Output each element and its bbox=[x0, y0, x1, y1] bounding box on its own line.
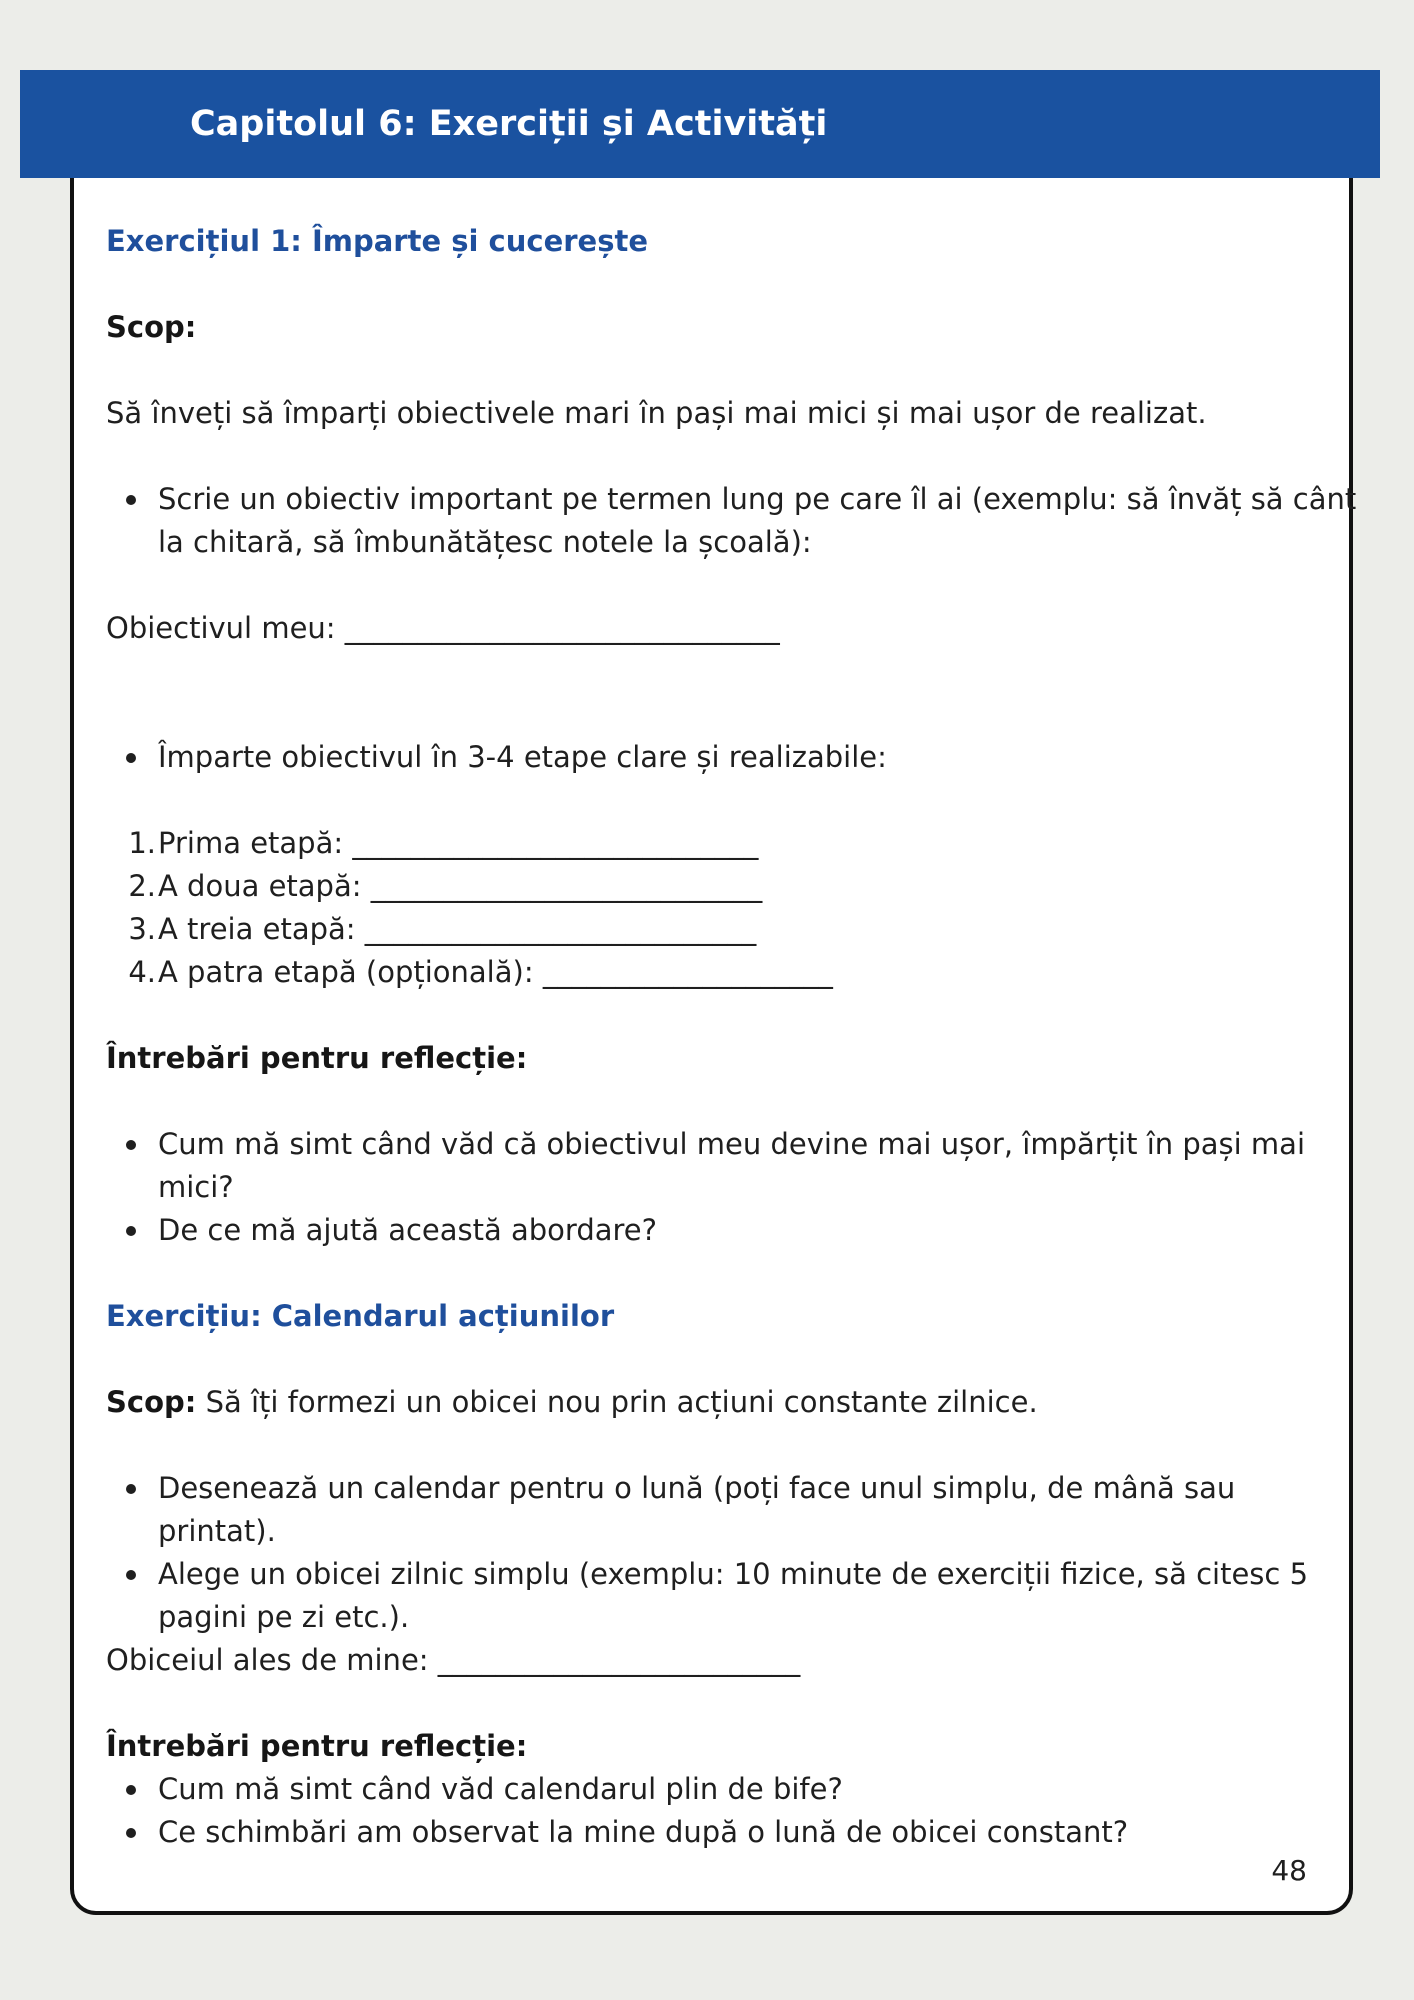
step-text: A treia etapă: ___________________________ bbox=[158, 912, 757, 946]
list-item-text: De ce mă ajută această abordare? bbox=[158, 1213, 658, 1247]
exercise2-scope bbox=[106, 1381, 1326, 1424]
exercise1-reflection-list bbox=[106, 1123, 1326, 1252]
exercise1-scope-text: Să înveți să împarți obiectivele mari în pași mai mici și mai ușor de realizat. bbox=[106, 396, 1207, 430]
list-item-text: Ce schimbări am observat la mine după o lună de obicei constant? bbox=[158, 1815, 1129, 1849]
exercise1-bullet-list-1 bbox=[106, 478, 1357, 564]
step-text: Prima etapă: ____________________________ bbox=[158, 826, 759, 860]
step-number: 1. bbox=[128, 826, 156, 860]
list-item-text: Cum mă simt când văd calendarul plin de bife? bbox=[158, 1772, 843, 1806]
list-item-text: Desenează un calendar pentru o lună (poți face unul simplu, de mână sau printat). bbox=[158, 1471, 1236, 1548]
exercise2-bullet-list bbox=[106, 1467, 1326, 1639]
bullet-icon bbox=[126, 1785, 136, 1795]
exercise1-title: Exercițiul 1: Împarte și cucerește bbox=[106, 224, 648, 258]
bullet-icon bbox=[126, 1226, 136, 1236]
exercise1-reflection-title: Întrebări pentru reflecție: bbox=[106, 1041, 528, 1075]
step-number: 4. bbox=[128, 955, 156, 989]
exercise1-bullet-list-2 bbox=[106, 736, 1326, 779]
list-item bbox=[106, 736, 1326, 779]
step-text: A patra etapă (opțională): ____________________ bbox=[158, 955, 833, 989]
list-item bbox=[106, 1768, 1326, 1811]
exercise2-title: Exercițiu: Calendarul acțiunilor bbox=[106, 1299, 615, 1333]
list-item bbox=[106, 1811, 1326, 1854]
chapter-header bbox=[20, 70, 1380, 178]
page-content bbox=[106, 220, 1357, 1854]
list-item bbox=[106, 1209, 1326, 1252]
exercise2-reflection-list bbox=[106, 1768, 1326, 1854]
steps-list bbox=[106, 822, 1326, 994]
list-item-text: Alege un obicei zilnic simplu (exemplu: 10 minute de exerciții fizice, să citesc 5 pagini pe zi etc.). bbox=[158, 1557, 1309, 1634]
step-item[interactable] bbox=[106, 822, 1326, 865]
habit-field[interactable]: Obiceiul ales de mine: _________________________ bbox=[106, 1643, 801, 1677]
objective-field[interactable]: Obiectivul meu: ______________________________ bbox=[106, 611, 780, 645]
step-item[interactable] bbox=[106, 908, 1326, 951]
step-number: 2. bbox=[128, 869, 156, 903]
bullet-icon bbox=[126, 1570, 136, 1580]
list-item bbox=[106, 1123, 1338, 1209]
step-item[interactable] bbox=[106, 865, 1326, 908]
list-item-text: Cum mă simt când văd că obiectivul meu devine mai ușor, împărțit în pași mai mici? bbox=[158, 1127, 1306, 1204]
bullet-icon bbox=[126, 1484, 136, 1494]
step-text: A doua etapă: ___________________________ bbox=[158, 869, 763, 903]
step-item[interactable] bbox=[106, 951, 1326, 994]
bullet-icon bbox=[126, 753, 136, 763]
exercise2-reflection-title: Întrebări pentru reflecție: bbox=[106, 1729, 528, 1763]
list-item-text: Împarte obiectivul în 3-4 etape clare și realizabile: bbox=[158, 740, 887, 774]
list-item-text: Scrie un obiectiv important pe termen lung pe care îl ai (exemplu: să învăț să cânt la chitară, să îmbunătățesc notele la școală): bbox=[158, 482, 1357, 559]
chapter-title: Capitolul 6: Exerciții și Activități bbox=[190, 104, 828, 144]
exercise2-scope-text: Să îți formezi un obicei nou prin acțiuni constante zilnice. bbox=[196, 1385, 1038, 1419]
bullet-icon bbox=[126, 495, 136, 505]
bullet-icon bbox=[126, 1140, 136, 1150]
exercise1-scope-label: Scop: bbox=[106, 310, 197, 344]
list-item bbox=[106, 1467, 1333, 1553]
bullet-icon bbox=[126, 1828, 136, 1838]
page-number: 48 bbox=[1271, 1854, 1307, 1887]
exercise2-scope-label: Scop: bbox=[106, 1385, 197, 1419]
step-number: 3. bbox=[128, 912, 156, 946]
list-item bbox=[106, 478, 1358, 564]
list-item bbox=[106, 1553, 1368, 1639]
